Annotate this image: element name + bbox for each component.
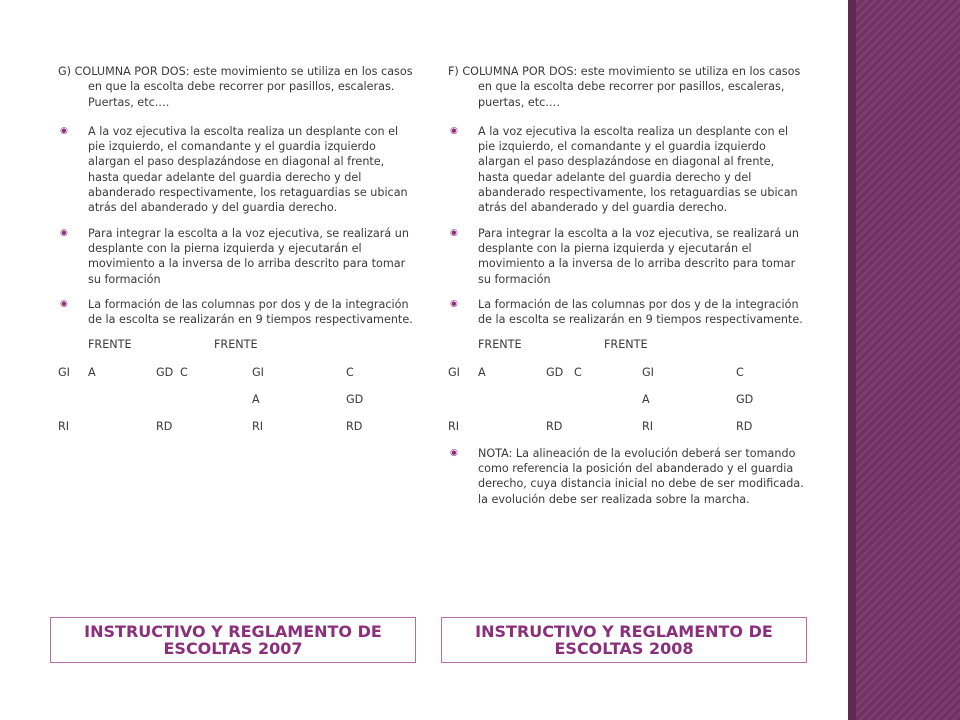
right-bullet-1 (448, 124, 804, 216)
bullet-icon: ◉ (450, 227, 458, 238)
right-cell-gd: GD (546, 365, 564, 379)
left-cell-c2: C (346, 365, 354, 379)
left-bullet-3 (58, 297, 414, 328)
right-frente-label-b: FRENTE (604, 338, 648, 352)
right-cell-gi: GI (448, 365, 460, 379)
right-formation-row-1 (448, 365, 804, 380)
left-frente-label-a: FRENTE (88, 338, 132, 352)
right-title-box (441, 617, 807, 663)
right-cell-c: C (574, 365, 582, 379)
left-bullet-1 (58, 124, 414, 216)
bullet-icon: ◉ (450, 298, 458, 309)
left-cell-gd: GD (156, 365, 174, 379)
left-cell-gi: GI (58, 365, 70, 379)
right-frente-row (448, 337, 804, 352)
right-intro-lead: F) COLUMNA POR DOS: (448, 65, 578, 78)
bullet-icon: ◉ (60, 227, 68, 238)
left-frente-label-b: FRENTE (214, 338, 258, 352)
right-column-2008 (448, 64, 804, 517)
right-bullet-3-text: La formación de las columnas por dos y de la integración de la escolta se realizarán en 9 tiempos respectivamente. (478, 297, 803, 327)
right-formation-row-3 (448, 419, 804, 434)
right-intro (448, 64, 804, 110)
left-intro (58, 64, 414, 110)
right-title: INSTRUCTIVO Y REGLAMENTO DE ESCOLTAS 2008 (475, 622, 773, 658)
right-frente-label-a: FRENTE (478, 338, 522, 352)
left-cell-c: C (180, 365, 188, 379)
right-cell-gi2: GI (642, 365, 654, 379)
right-nota (448, 446, 804, 507)
left-bullet-2 (58, 226, 414, 287)
left-bullet-2-text: Para integrar la escolta a la voz ejecutiva, se realizará un desplante con la pierna izquierda y ejecutarán el movimiento a la inversa de lo arriba descrito para tomar su formación (88, 226, 409, 286)
bullet-icon: ◉ (60, 125, 68, 136)
left-cell-rd: RD (156, 419, 173, 433)
left-intro-lead: G) COLUMNA POR DOS: (58, 65, 190, 78)
decorative-side-bar (848, 0, 960, 720)
left-cell-gd2: GD (346, 392, 364, 406)
right-cell-ri2: RI (642, 419, 654, 433)
left-bullet-1-text: A la voz ejecutiva la escolta realiza un desplante con el pie izquierdo, el comandante y el guardia izquierdo alargan el paso desplazándose en diagonal al frente, hasta quedar adelante del guardia derecho y del abanderado respectivamente, los retaguardias se ubican atrás del abanderado y del guardia derecho. (88, 124, 408, 215)
left-cell-ri2: RI (252, 419, 264, 433)
right-cell-ri: RI (448, 419, 460, 433)
decorative-side-bar-edge (848, 0, 856, 720)
left-cell-rd2: RD (346, 419, 363, 433)
right-cell-c2: C (736, 365, 744, 379)
bullet-icon: ◉ (60, 298, 68, 309)
left-title: INSTRUCTIVO Y REGLAMENTO DE ESCOLTAS 2007 (84, 622, 382, 658)
right-bullet-2 (448, 226, 804, 287)
left-formation-row-3 (58, 419, 414, 434)
bullet-icon: ◉ (450, 125, 458, 136)
right-cell-rd2: RD (736, 419, 753, 433)
left-frente-row (58, 337, 414, 352)
left-cell-gi2: GI (252, 365, 264, 379)
left-cell-a2: A (252, 392, 260, 406)
right-intro-text: este movimiento se utiliza en los casos en que la escolta debe recorrer por pasillos, escaleras, puertas, etc.… (478, 65, 801, 109)
left-cell-a: A (88, 365, 96, 379)
left-title-box (50, 617, 416, 663)
left-formation-row-2 (58, 392, 414, 407)
left-intro-text: este movimiento se utiliza en los casos en que la escolta debe recorrer por pasillos, escaleras. Puertas, etc.… (88, 65, 413, 109)
right-bullet-3 (448, 297, 804, 328)
left-bullet-3-text: La formación de las columnas por dos y de la integración de la escolta se realizarán en 9 tiempos respectivamente. (88, 297, 413, 327)
left-column-2007 (58, 64, 414, 446)
right-bullet-1-text: A la voz ejecutiva la escolta realiza un desplante con el pie izquierdo, el comandante y el guardia izquierdo alargan el paso desplazándose en diagonal al frente, hasta quedar adelante del guardia derecho y del abanderado respectivamente, los retaguardias se ubican atrás del abanderado y del guardia derecho. (478, 124, 798, 215)
left-cell-ri: RI (58, 419, 70, 433)
right-cell-a2: A (642, 392, 650, 406)
right-cell-rd: RD (546, 419, 563, 433)
right-nota-text: NOTA: La alineación de la evolución deberá ser tomando como referencia la posición del abanderado y el guardia derecho, cuya distancia inicial no debe de ser modificada. la evolución debe ser realizada sobre la marcha. (478, 446, 804, 506)
right-cell-a: A (478, 365, 486, 379)
left-formation-row-1 (58, 365, 414, 380)
right-formation-row-2 (448, 392, 804, 407)
right-cell-gd2: GD (736, 392, 754, 406)
right-bullet-2-text: Para integrar la escolta a la voz ejecutiva, se realizará un desplante con la pierna izquierda y ejecutarán el movimiento a la inversa de lo arriba descrito para tomar su formación (478, 226, 799, 286)
bullet-icon: ◉ (450, 447, 458, 458)
